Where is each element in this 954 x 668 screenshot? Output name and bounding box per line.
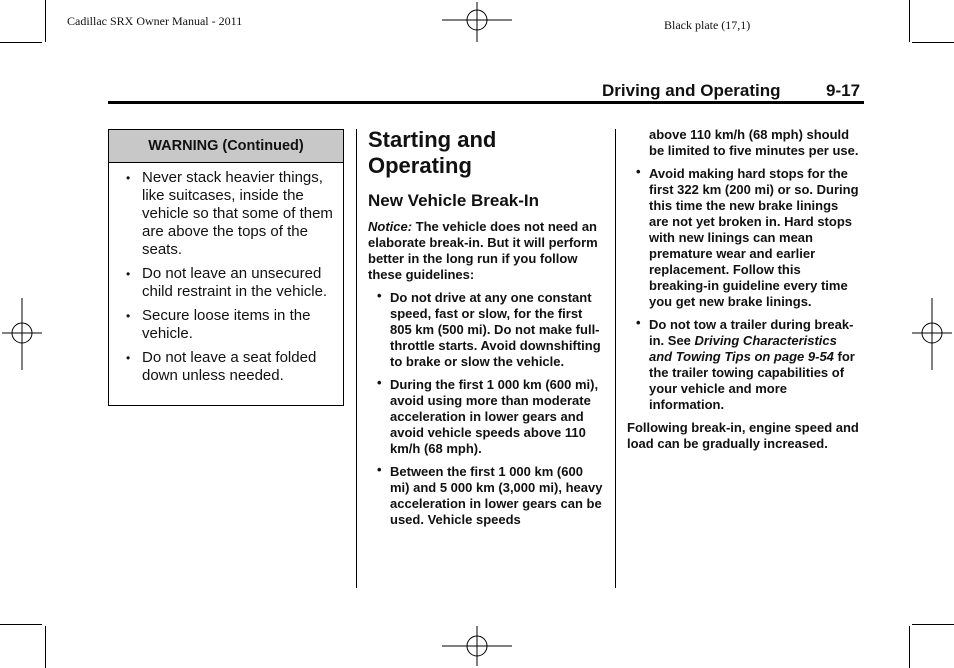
- break-in-item: • Between the first 1 000 km (600 mi) and 5 000 km (3,000 mi), heavy acceleration in lower gears can be used. Vehicle speeds: [368, 464, 604, 528]
- registration-mark-right: [910, 296, 954, 372]
- column-divider: [356, 129, 357, 588]
- column-divider: [615, 129, 616, 588]
- column-3: [627, 127, 859, 452]
- warning-box: [108, 129, 344, 406]
- warning-item: • Never stack heavier things, like suitcases, inside the vehicle so that some of them are above the tops of the seats.: [126, 169, 333, 259]
- crop-mark: [909, 0, 910, 42]
- crop-mark: [45, 0, 46, 42]
- header-rule: [108, 101, 864, 104]
- manual-title: Cadillac SRX Owner Manual - 2011: [67, 14, 243, 28]
- warning-item: • Do not leave a seat folded down unless needed.: [126, 349, 333, 385]
- plate-label: Black plate (17,1): [664, 18, 751, 32]
- warning-title: WARNING (Continued): [109, 130, 343, 163]
- continued-text: above 110 km/h (68 mph) should be limited to five minutes per use.: [649, 127, 859, 158]
- break-in-item: • Do not drive at any one constant speed, fast or slow, for the first 805 km (500 mi). Do not make full-throttle starts. Avoid downshifting to brake or slow the vehicle.: [368, 290, 604, 370]
- crop-mark: [912, 624, 954, 625]
- brake-item: • Avoid making hard stops for the first 322 km (200 mi) or so. During this time the new brake linings are not yet broken in. Hard stops with new linings can mean premature wear and earlier replacement. Follow this breaking-in guideline every time you get new brake linings.: [627, 166, 859, 310]
- page-number: 9-17: [826, 81, 861, 100]
- trailer-item: • Do not tow a trailer during break-in. See Driving Characteristics and Towing Tips on page 9-54 for the trailer towing capabilities of your vehicle and more information.: [627, 317, 859, 413]
- warning-item: • Secure loose items in the vehicle.: [126, 307, 333, 343]
- heading-starting-operating: Starting and Operating: [368, 127, 497, 178]
- break-in-list-continued: [627, 166, 859, 413]
- section-title: Driving and Operating: [602, 81, 781, 100]
- notice-text: The vehicle does not need an elaborate break-in. But it will perform better in the long run if you follow these guidelines:: [368, 219, 598, 282]
- closing-paragraph: Following break-in, engine speed and load can be gradually increased.: [627, 420, 859, 451]
- heading-break-in: New Vehicle Break-In: [368, 191, 540, 210]
- crop-mark: [912, 42, 954, 43]
- crop-mark: [45, 626, 46, 668]
- break-in-list: [368, 290, 604, 528]
- warning-item: • Do not leave an unsecured child restraint in the vehicle.: [126, 265, 333, 301]
- registration-mark-top: [440, 0, 516, 44]
- notice-paragraph: [368, 219, 604, 283]
- crop-mark: [0, 624, 42, 625]
- towing-link[interactable]: Driving Characteristics and Towing Tips on page 9-54: [649, 333, 837, 364]
- registration-mark-left: [0, 296, 44, 372]
- crop-mark: [909, 626, 910, 668]
- crop-mark: [0, 42, 42, 43]
- column-2: [368, 127, 604, 535]
- notice-label: Notice:: [368, 219, 413, 234]
- registration-mark-bottom: [440, 624, 516, 668]
- warning-list: [109, 163, 343, 385]
- break-in-item: • During the first 1 000 km (600 mi), avoid using more than moderate acceleration in lower gears and avoid vehicle speeds above 110 km/h (68 mph).: [368, 377, 604, 457]
